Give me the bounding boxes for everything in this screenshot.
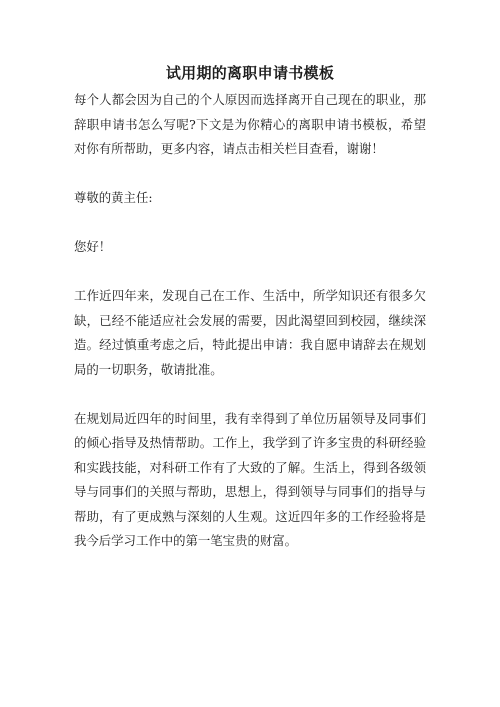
intro-paragraph: 每个人都会因为自己的个人原因而选择离开自己现在的职业，那辞职申请书怎么写呢?下文是为你精心的离职申请书模板，希望对你有所帮助，更多内容，请点击相关栏目查看，谢谢！	[74, 92, 426, 156]
document-title: 试用期的离职申请书模板	[165, 64, 335, 82]
salutation: 尊敬的黄主任:	[74, 190, 153, 205]
body-paragraph-1: 工作近四年来，发现自己在工作、生活中，所学知识还有很多欠缺，已经不能适应社会发展的需要，因此渴望回到校园，继续深造。经过慎重考虑之后，特此提出申请：我自愿申请辞去在规划局的一切职务，敬请批准。	[74, 288, 426, 377]
paragraph-spacer	[74, 211, 426, 236]
greeting: 您好！	[74, 239, 112, 254]
paragraph-spacer	[74, 382, 426, 407]
document-body	[74, 88, 426, 554]
paragraph-spacer	[74, 162, 426, 187]
paragraph-spacer	[74, 260, 426, 285]
body-paragraph-2: 在规划局近四年的时间里，我有幸得到了单位历届领导及同事们的倾心指导及热情帮助。工作上，我学到了许多宝贵的科研经验和实践技能，对科研工作有了大致的了解。生活上，得到各级领导与同事们的关照与帮助，思想上，得到领导与同事们的指导与帮助，有了更成熟与深刻的人生观。这近四年多的工作经验将是我今后学习工作中的第一笔宝贵的财富。	[74, 410, 426, 548]
